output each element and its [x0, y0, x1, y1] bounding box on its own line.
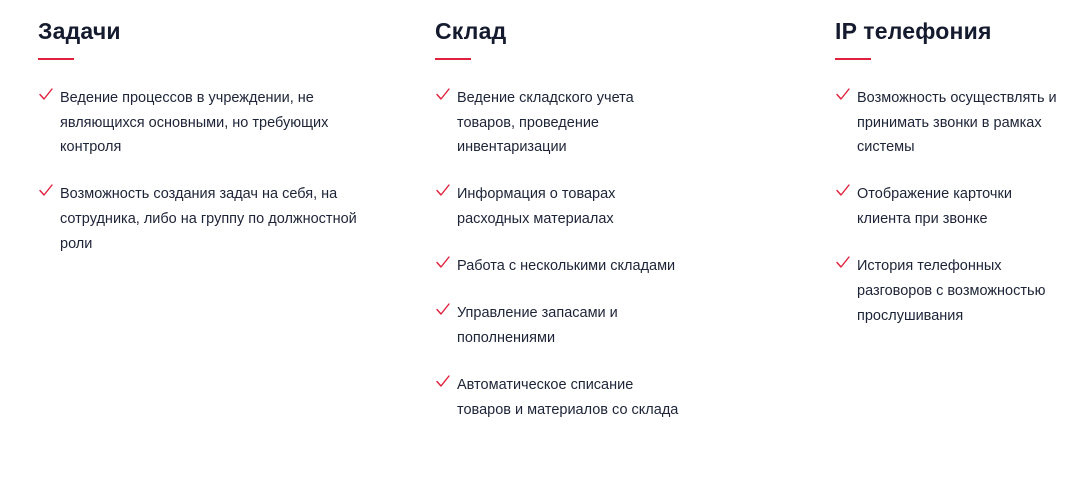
- check-icon: [38, 183, 60, 199]
- check-icon: [435, 374, 457, 390]
- list-item: [435, 254, 815, 279]
- column-title: IP телефония: [835, 18, 992, 44]
- feature-column-warehouse: [435, 18, 835, 498]
- check-icon: [835, 87, 857, 103]
- check-icon: [835, 183, 857, 199]
- check-icon: [435, 183, 457, 199]
- feature-list: [38, 86, 415, 258]
- column-title: Склад: [435, 18, 507, 44]
- feature-list: [835, 86, 1064, 330]
- feature-column-ip-telephony: [835, 18, 1080, 498]
- list-item: [835, 182, 1064, 232]
- list-item-text: Автоматическое списание товаров и материалов со склада: [457, 377, 679, 419]
- list-item: [435, 182, 815, 232]
- list-item: [835, 254, 1064, 329]
- check-icon: [835, 255, 857, 271]
- list-item-text: Управление запасами и пополнениями: [457, 305, 618, 347]
- list-item-text: Возможность создания задач на себя, на сотрудника, либо на группу по должностной роли: [60, 186, 357, 253]
- check-icon: [435, 87, 457, 103]
- list-item-text: Информация о товарах расходных материалах: [457, 186, 616, 228]
- list-item: [435, 301, 815, 351]
- list-item-text: Возможность осуществлять и принимать звонки в рамках системы: [857, 89, 1057, 156]
- list-item-text: Отображение карточки клиента при звонке: [857, 186, 1012, 228]
- title-underline: [435, 58, 471, 60]
- check-icon: [38, 87, 60, 103]
- list-item: [435, 86, 815, 161]
- title-underline: [835, 58, 871, 60]
- check-icon: [435, 302, 457, 318]
- list-item: [38, 182, 415, 257]
- list-item: [38, 86, 415, 161]
- list-item: [835, 86, 1064, 161]
- list-item-text: Ведение складского учета товаров, проведение инвентаризации: [457, 89, 634, 156]
- column-title: Задачи: [38, 18, 121, 44]
- list-item: [435, 373, 815, 423]
- list-item-text: Работа с несколькими складами: [457, 258, 676, 275]
- check-icon: [435, 255, 457, 271]
- feature-column-tasks: [0, 18, 435, 498]
- list-item-text: Ведение процессов в учреждении, не являющихся основными, но требующих контроля: [60, 89, 329, 156]
- title-underline: [38, 58, 74, 60]
- feature-list: [435, 86, 815, 423]
- list-item-text: История телефонных разговоров с возможностью прослушивания: [857, 258, 1046, 325]
